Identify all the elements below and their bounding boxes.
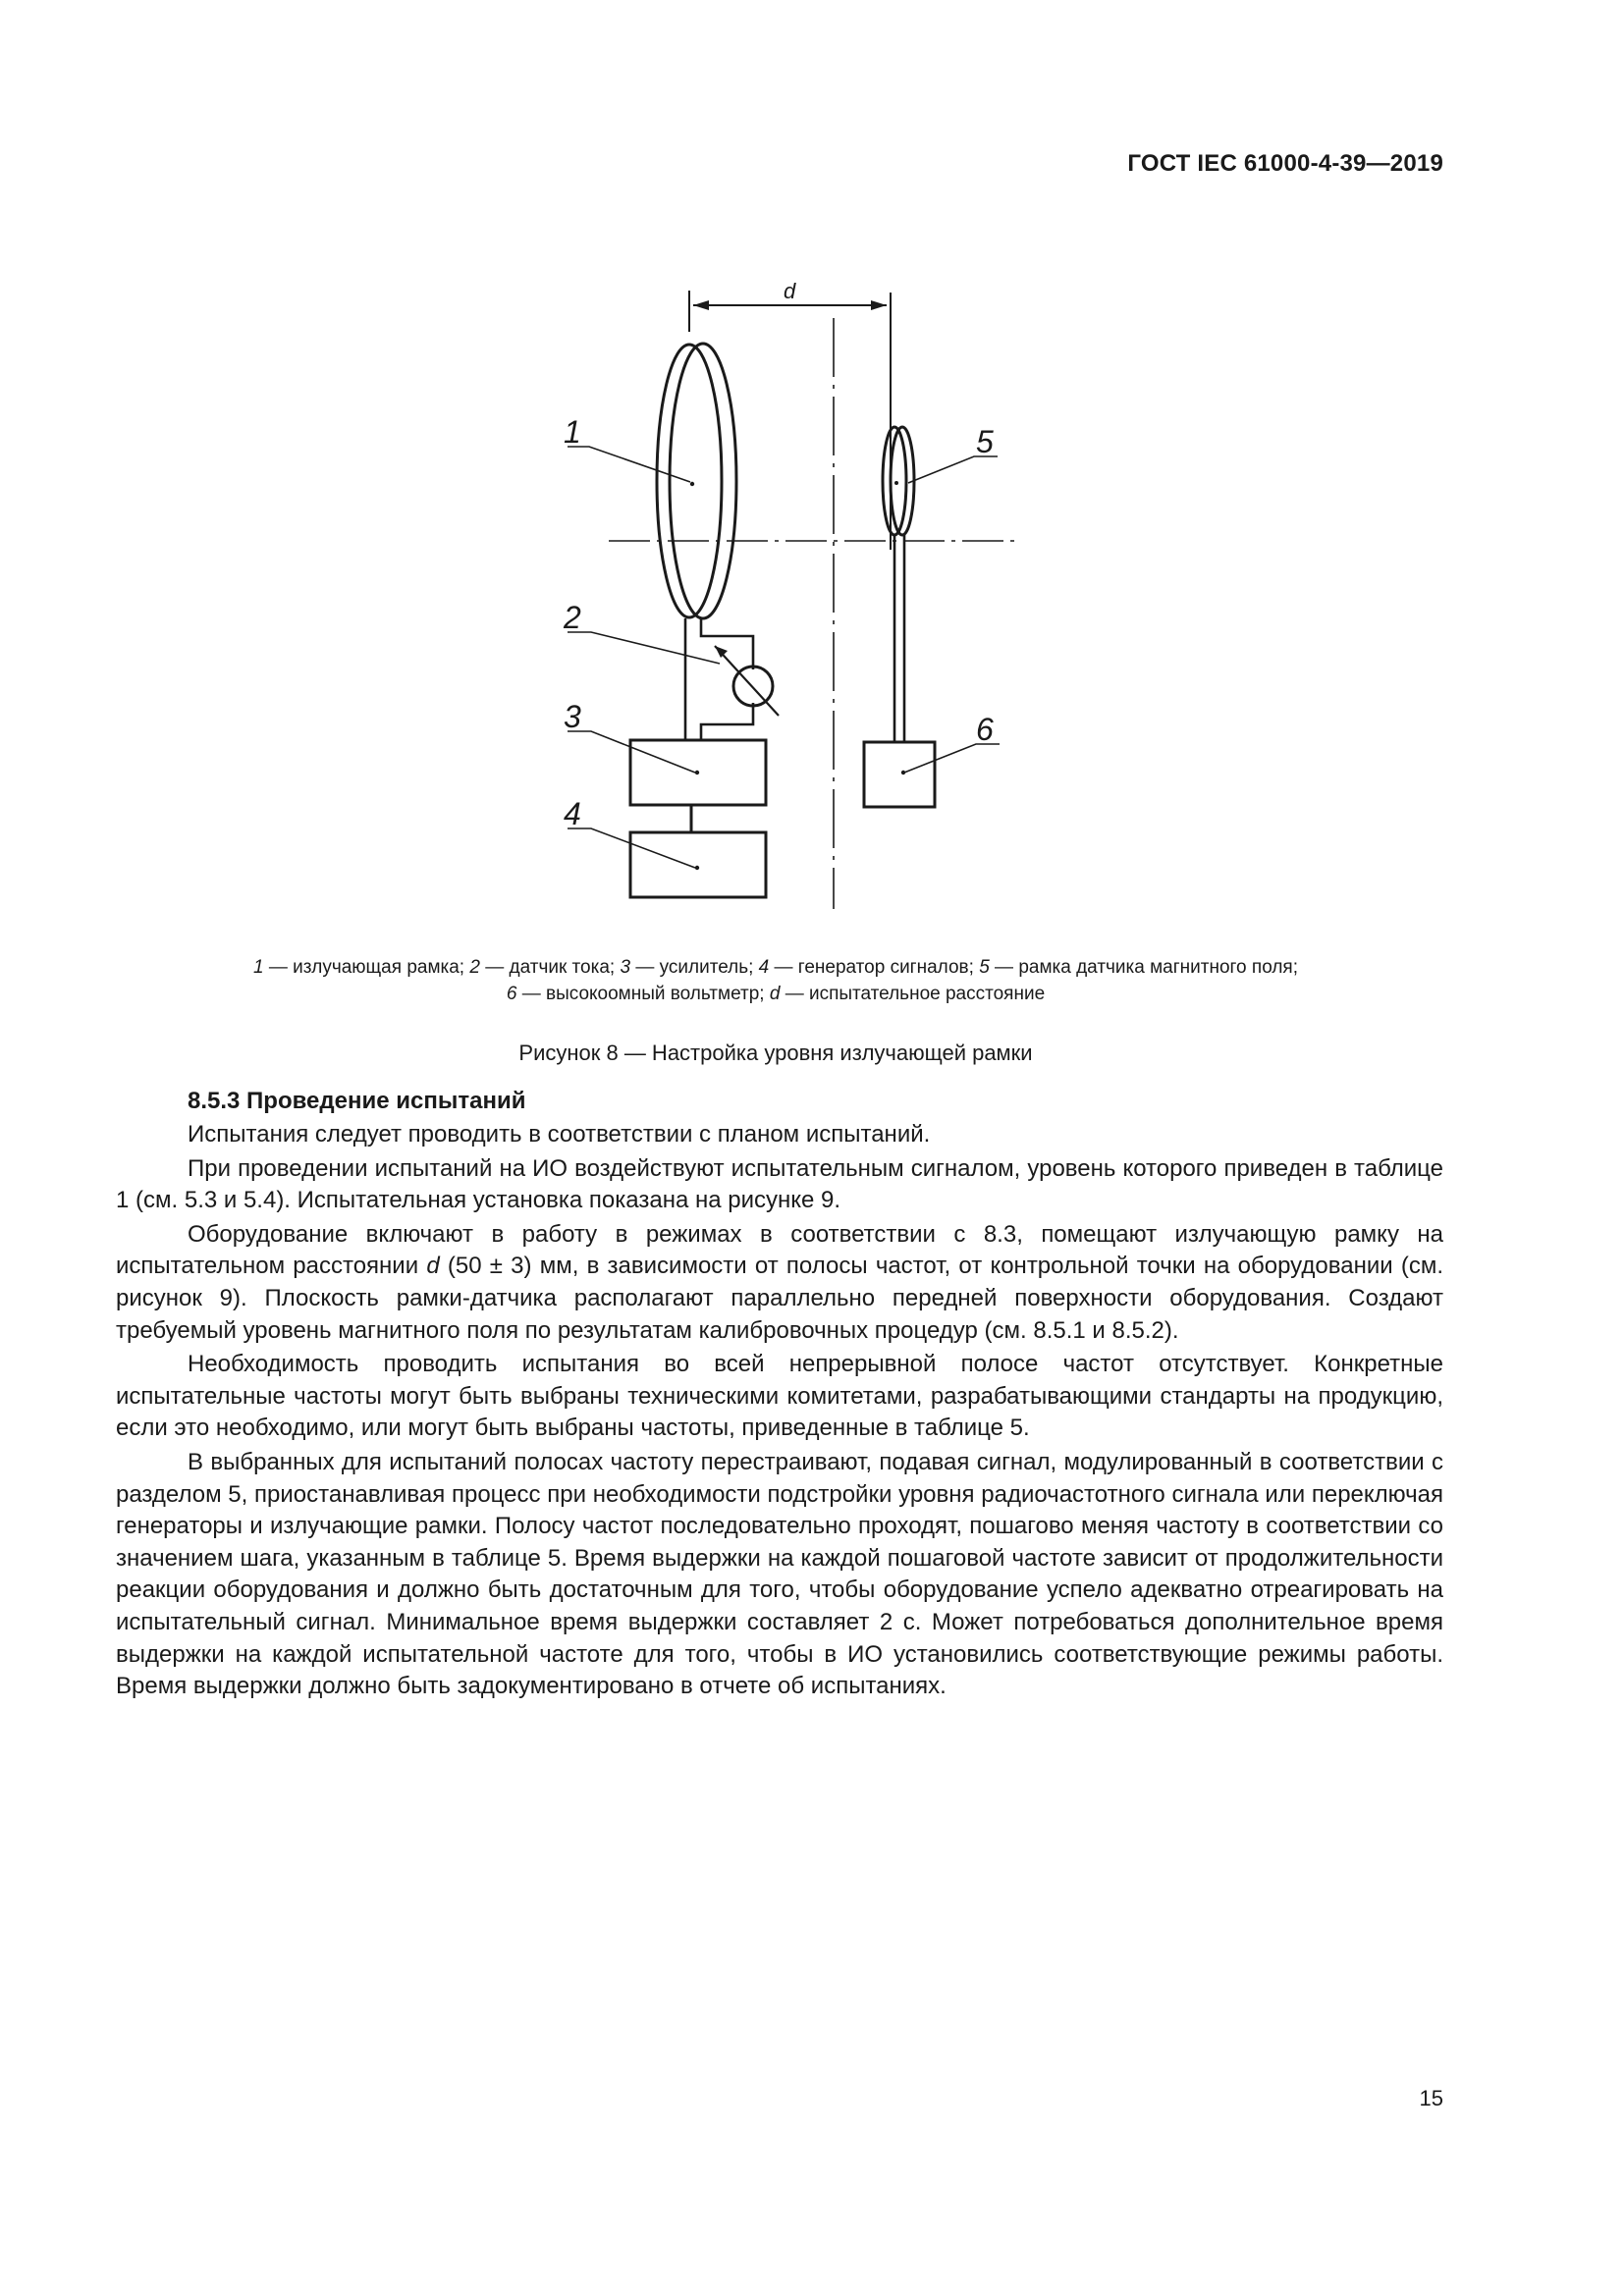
- sensor-cable: [894, 535, 904, 742]
- label-d: d: [784, 279, 796, 303]
- legend-key-3: 3: [620, 957, 631, 978]
- figure-caption: Рисунок 8 — Настройка уровня излучающей рамки: [518, 1041, 1033, 1065]
- legend-text-6: — высокоомный вольтметр;: [516, 984, 770, 1004]
- paragraph-3-part-a: Оборудование включают в работу в режимах в соответствии с 8.3, помещают излучающую рамку на испытательном расстоянии: [116, 1220, 1443, 1280]
- signal-generator-box: [630, 832, 766, 897]
- legend-text-3: — усилитель;: [630, 957, 759, 978]
- figure-legend-line-2: [118, 981, 1434, 1007]
- paragraph-3: [116, 1219, 1443, 1347]
- paragraph-2: При проведении испытаний на ИО воздействуют испытательным сигналом, уровень которого приведен в таблице 1 (см. 5.3 и 5.4). Испытательная установка показана на рисунке 9.: [116, 1154, 1443, 1214]
- legend-text-5: — рамка датчика магнитного поля;: [989, 957, 1298, 978]
- legend-key-1: 1: [253, 957, 264, 978]
- document-header: ГОСТ IEC 61000-4-39—2019: [1127, 150, 1443, 177]
- label-4: 4: [564, 796, 581, 831]
- legend-text-d: — испытательное расстояние: [780, 984, 1046, 1004]
- label-5: 5: [976, 424, 994, 459]
- figure-8-diagram: [0, 0, 1624, 942]
- current-probe: [715, 646, 779, 716]
- paragraph-5: В выбранных для испытаний полосах частоту перестраивают, подавая сигнал, модулированный в соответствии с разделом 5, приостанавливая процесс при необходимости подстройки уровня радиочастотного сигнала или переключая генераторы и излучающие рамки. Полосу частот последовательно проходят, пошагово меняя частоту в соответствии со значением шага, указанным в таблице 5. Время выдержки на каждой пошаговой частоте зависит от продолжительности реакции оборудования и должно быть достаточным для того, чтобы оборудование успело адекватно отреагировать на испытательный сигнал. Минимальное время выдержки составляет 2 с. Может потребоваться дополнительное время выдержки на каждой испытательной частоте для того, чтобы в ИО установились соответствующие режимы работы. Время выдержки должно быть задокументировано в отчете об испытаниях.: [116, 1448, 1443, 1700]
- label-2: 2: [564, 600, 581, 635]
- radiating-loop: [657, 344, 736, 618]
- voltmeter-box: [864, 742, 935, 807]
- wiring: [685, 618, 753, 740]
- paragraph-4: Необходимость проводить испытания во всей непрерывной полосе частот отсутствует. Конкретные испытательные частоты могут быть выбраны техническими комитетами, разрабатывающими стандарты на продукцию, если это необходимо, или могут быть выбраны частоты, приведенные в таблице 5.: [116, 1351, 1443, 1442]
- page-number: 15: [1419, 2086, 1443, 2110]
- loop-point: [690, 482, 694, 486]
- section-heading: 8.5.3 Проведение испытаний: [188, 1088, 526, 1114]
- label-3: 3: [564, 699, 581, 734]
- legend-text-4: — генератор сигналов;: [769, 957, 980, 978]
- figure-legend-line-1: [118, 954, 1434, 981]
- paragraph-3-variable: d: [426, 1253, 440, 1280]
- legend-text-1: — излучающая рамка;: [263, 957, 470, 978]
- legend-text-2: — датчик тока;: [479, 957, 621, 978]
- paragraph-1: Испытания следует проводить в соответствии с планом испытаний.: [188, 1121, 931, 1148]
- sensor-loop: [883, 427, 914, 535]
- label-6: 6: [976, 712, 994, 747]
- legend-key-2: 2: [469, 957, 480, 978]
- label-1: 1: [564, 414, 581, 450]
- legend-key-6: 6: [506, 984, 517, 1004]
- probe-arrow: [715, 646, 728, 658]
- legend-key-5: 5: [979, 957, 990, 978]
- legend-key-d: d: [769, 984, 781, 1004]
- section-body: [116, 1119, 1443, 1705]
- legend-key-4: 4: [758, 957, 770, 978]
- paragraph-3-part-b: (50 ± 3) мм, в зависимости от полосы частот, от контрольной точки на оборудовании (см. рисунок 9). Плоскость рамки-датчика располагают параллельно передней поверхности оборудования. Создают требуемый уровень магнитного поля по результатам калибровочных процедур (см. 8.5.1 и 8.5.2).: [116, 1253, 1444, 1344]
